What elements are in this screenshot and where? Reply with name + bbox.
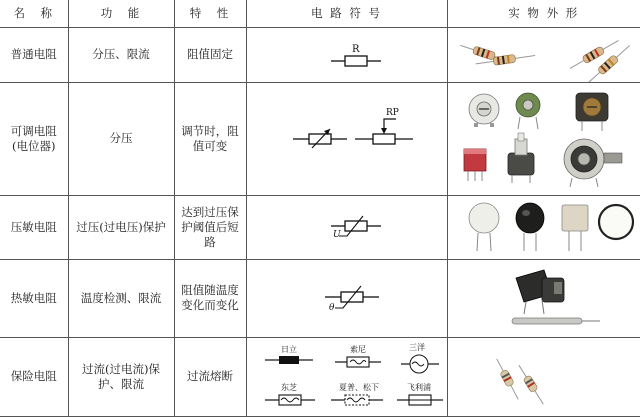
header-function: 功 能 bbox=[68, 0, 174, 27]
trimmer-photo bbox=[516, 93, 540, 129]
sanyo-symbol bbox=[401, 342, 439, 373]
sony-symbol bbox=[335, 344, 381, 367]
photo-cell bbox=[447, 259, 640, 337]
hitachi-symbol bbox=[265, 344, 313, 364]
table-row bbox=[0, 259, 640, 337]
varistor-photo bbox=[469, 203, 499, 251]
row-function: 过流(过电流)保护、限流 bbox=[68, 337, 174, 416]
header-feature: 特 性 bbox=[174, 0, 246, 27]
row-name-line1: 可调电阻 bbox=[4, 124, 64, 139]
symbol-label-philips: 飞利浦 bbox=[407, 382, 431, 392]
sharp-panasonic-symbol bbox=[331, 382, 383, 405]
header-name: 名 称 bbox=[0, 0, 68, 27]
row-function: 分压、限流 bbox=[68, 27, 174, 82]
symbol-label-rp: RP bbox=[386, 108, 399, 118]
resistor-symbol-cell bbox=[246, 27, 447, 82]
adjustable-symbol-cell bbox=[246, 82, 447, 195]
thermistor-symbol-cell bbox=[246, 259, 447, 337]
resistor-axial-photo bbox=[568, 36, 620, 71]
fuse-resistor-symbols bbox=[251, 338, 452, 416]
photo-cell bbox=[447, 337, 640, 416]
row-function: 温度检测、限流 bbox=[68, 259, 174, 337]
fixed-resistor-symbol bbox=[251, 28, 452, 82]
adjustable-resistor-symbols bbox=[251, 83, 452, 195]
row-function: 分压 bbox=[68, 82, 174, 195]
symbol-label-r: R bbox=[352, 44, 360, 55]
row-feature: 过流熔断 bbox=[174, 337, 246, 416]
row-name-line2: (电位器) bbox=[4, 139, 64, 154]
row-name bbox=[0, 82, 68, 195]
potentiometer-photo bbox=[564, 139, 622, 187]
symbol-label-sharp-panasonic: 夏普、松下 bbox=[339, 382, 379, 392]
table-row bbox=[0, 195, 640, 259]
header-symbol: 电 路 符 号 bbox=[246, 0, 447, 27]
symbol-label-sanyo: 三洋 bbox=[409, 342, 425, 352]
header-row bbox=[0, 0, 640, 27]
thermistor-photo bbox=[516, 270, 564, 314]
resistor-photos bbox=[452, 28, 640, 82]
photo-cell bbox=[447, 82, 640, 195]
varistor-photo bbox=[599, 205, 633, 239]
trimmer-photo bbox=[576, 93, 608, 131]
fuse-resistor-photos bbox=[452, 338, 640, 416]
symbol-label-toshiba: 东芝 bbox=[281, 382, 297, 392]
photo-cell bbox=[447, 195, 640, 259]
row-name: 普通电阻 bbox=[0, 27, 68, 82]
symbol-label-theta: θ bbox=[329, 303, 335, 313]
row-feature: 调节时，阻值可变 bbox=[174, 82, 246, 195]
potentiometer-photos bbox=[452, 83, 640, 195]
potentiometer-symbol bbox=[355, 108, 413, 144]
row-name: 热敏电阻 bbox=[0, 259, 68, 337]
symbol-label-sony: 索尼 bbox=[350, 344, 366, 354]
potentiometer-photo bbox=[508, 133, 534, 183]
varistor-photos bbox=[452, 196, 640, 259]
varistor-photo bbox=[562, 205, 588, 251]
row-feature: 阻值固定 bbox=[174, 27, 246, 82]
header-photo: 实 物 外 形 bbox=[447, 0, 640, 27]
fuse-resistor-photo bbox=[515, 363, 546, 406]
row-feature: 阻值随温度变化而变化 bbox=[174, 259, 246, 337]
variable-resistor-symbol bbox=[293, 129, 347, 148]
varistor-symbol-cell bbox=[246, 195, 447, 259]
row-name: 保险电阻 bbox=[0, 337, 68, 416]
thermistor-symbol bbox=[251, 260, 452, 337]
philips-symbol bbox=[397, 382, 443, 405]
thermistor-photo bbox=[512, 318, 600, 324]
photo-cell bbox=[447, 27, 640, 82]
varistor-symbol bbox=[251, 196, 452, 259]
table-row bbox=[0, 82, 640, 195]
symbol-label-hitachi: 日立 bbox=[281, 344, 297, 354]
symbol-label-u: U bbox=[333, 230, 341, 240]
row-name: 压敏电阻 bbox=[0, 195, 68, 259]
row-feature: 达到过压保护阈值后短路 bbox=[174, 195, 246, 259]
toshiba-symbol bbox=[265, 382, 315, 405]
table-row bbox=[0, 337, 640, 416]
fuse-resistor-photo bbox=[493, 356, 522, 400]
fuse-resistor-symbol-cell bbox=[246, 337, 447, 416]
table-row bbox=[0, 27, 640, 82]
trimmer-photo bbox=[469, 94, 499, 127]
thermistor-photos bbox=[452, 260, 640, 337]
resistor-axial-photo bbox=[585, 42, 632, 82]
row-function: 过压(过电压)保护 bbox=[68, 195, 174, 259]
trimmer-photo bbox=[464, 149, 486, 181]
varistor-photo bbox=[516, 203, 544, 251]
